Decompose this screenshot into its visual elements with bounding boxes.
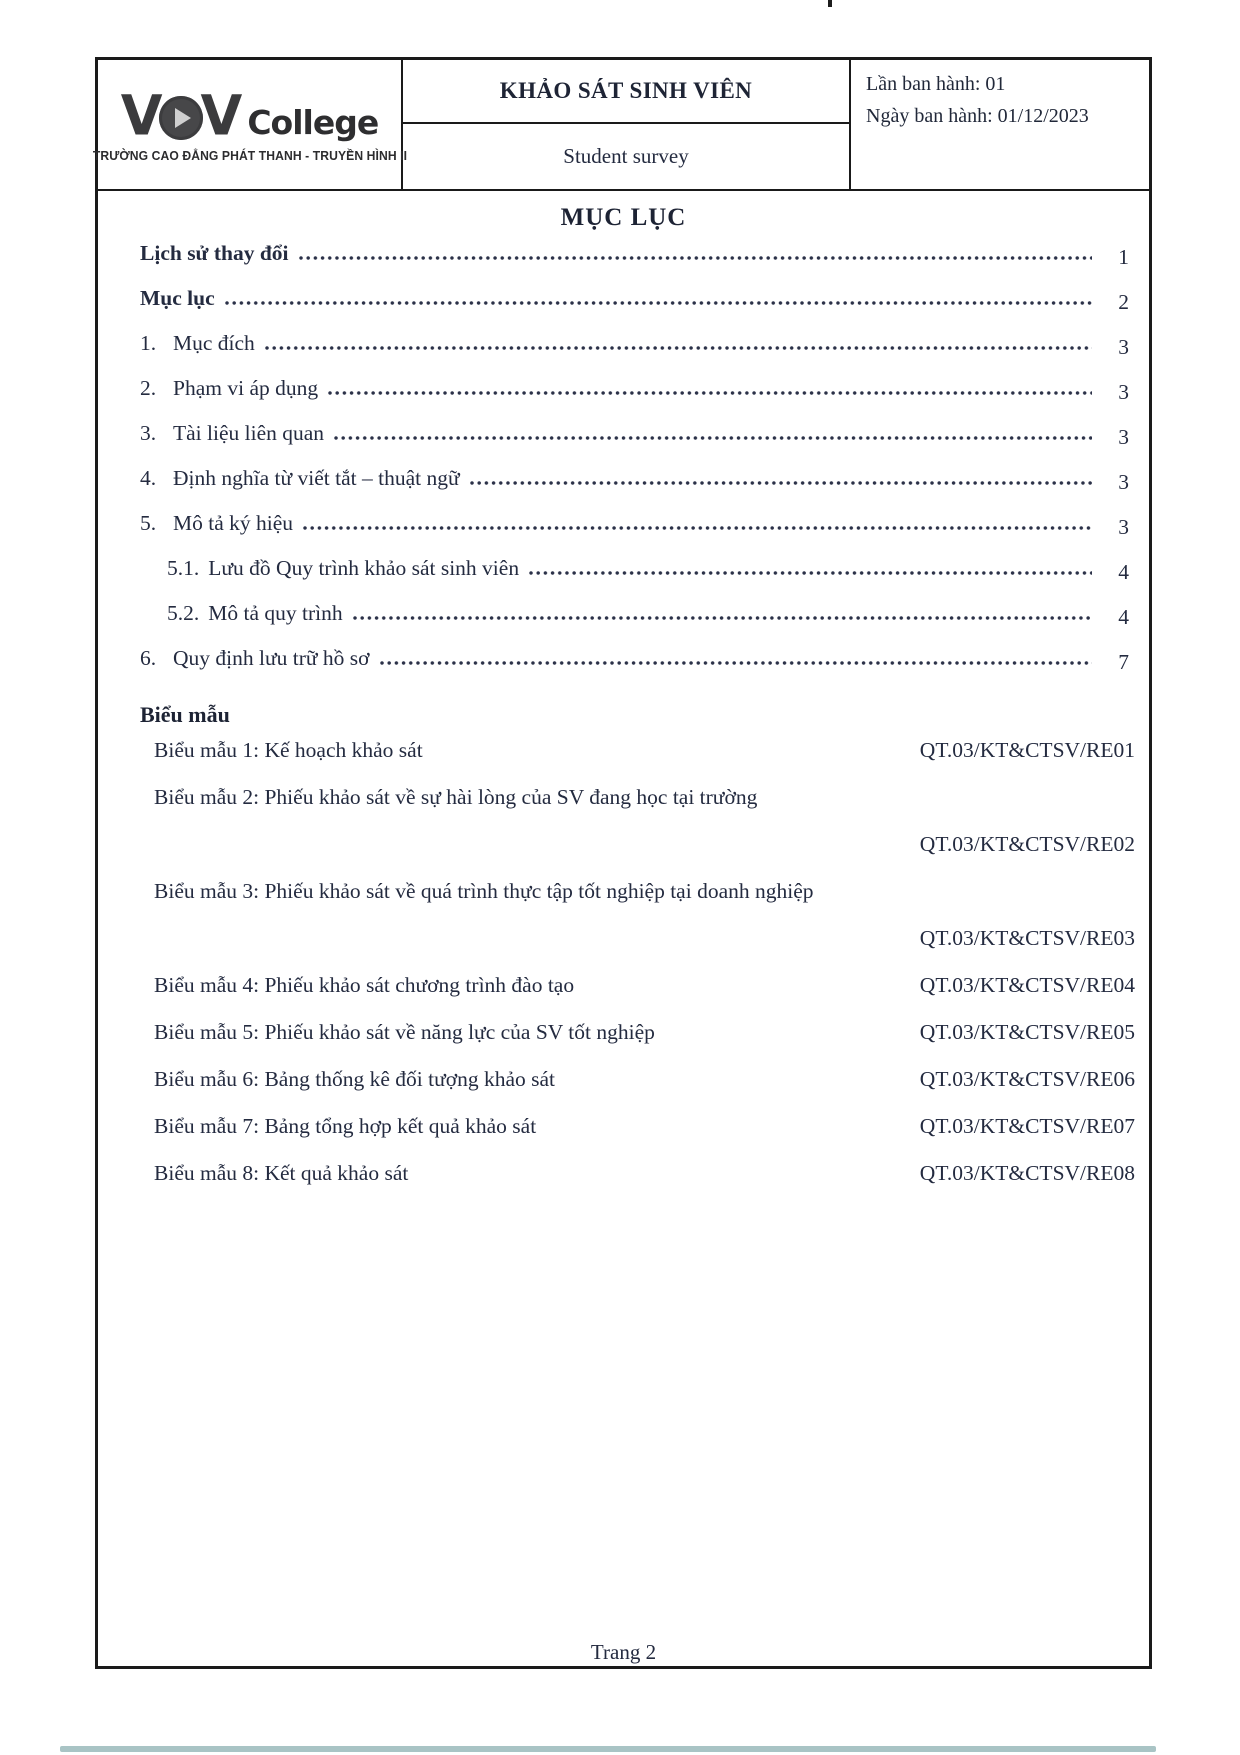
header-title-cell: [403, 60, 851, 189]
toc-entry-label: Mục lục: [140, 286, 215, 310]
dotted-leader: [334, 436, 1092, 440]
toc-entry-number: 1.: [140, 331, 157, 355]
toc-entry-page: 1: [1118, 245, 1129, 269]
dotted-leader: [328, 391, 1092, 395]
play-triangle-icon: [175, 108, 191, 128]
form-entry: [140, 879, 1135, 926]
toc-entry-page: 4: [1118, 560, 1129, 584]
toc-entry: [140, 511, 1129, 556]
form-entry-code: QT.03/KT&CTSV/RE03: [919, 926, 1135, 950]
dotted-leader: [225, 301, 1092, 305]
toc-entry: [140, 601, 1129, 646]
dotted-leader: [299, 256, 1092, 260]
form-entry: [140, 738, 1135, 785]
scan-artifact-top-tick: [828, 0, 832, 7]
form-entry-code: QT.03/KT&CTSV/RE02: [919, 832, 1135, 856]
form-entry-label: Biểu mẫu 4: Phiếu khảo sát chương trình đào tạo: [154, 973, 575, 997]
toc-entry: [140, 466, 1129, 511]
toc-entry-number: 2.: [140, 376, 157, 400]
toc-entry-number: 5.1.: [167, 556, 200, 580]
logo-wordmark: [120, 82, 379, 148]
toc-entry-label: Quy định lưu trữ hồ sơ: [173, 646, 370, 670]
toc-entry-number: 4.: [140, 466, 157, 490]
toc-entry-number: 3.: [140, 421, 157, 445]
form-entry-code-row: [140, 832, 1135, 879]
toc-entry-number: 5.2.: [167, 601, 200, 625]
toc-entry: [140, 376, 1129, 421]
toc-entry-page: 3: [1118, 335, 1129, 359]
form-entry: [140, 973, 1135, 1020]
dotted-leader: [380, 661, 1092, 665]
toc-entry-label: Tài liệu liên quan: [173, 421, 325, 445]
toc-entry: [140, 286, 1129, 331]
toc-entry-label: Mô tả ký hiệu: [173, 511, 294, 535]
dotted-leader: [470, 481, 1092, 485]
toc-entry: [140, 646, 1129, 691]
form-entry-code: QT.03/KT&CTSV/RE06: [919, 1067, 1135, 1091]
issue-number-line: Lần ban hành: 01: [866, 73, 1006, 95]
toc-entry-page: 7: [1118, 650, 1129, 674]
form-entry-label: Biểu mẫu 3: Phiếu khảo sát về quá trình thực tập tốt nghiệp tại doanh nghiệp: [154, 879, 814, 903]
scan-artifact-bottom-strip: [60, 1746, 1156, 1752]
toc-entry-number: 5.: [140, 511, 157, 535]
toc-list: [140, 241, 1129, 691]
issue-date-line: Ngày ban hành: 01/12/2023: [866, 105, 1089, 128]
form-entry-label: Biểu mẫu 7: Bảng tổng hợp kết quả khảo sát: [154, 1114, 537, 1138]
toc-entry: [140, 421, 1129, 466]
form-entry: [140, 1161, 1135, 1208]
toc-entry-page: 2: [1118, 290, 1129, 314]
toc-entry-label: Định nghĩa từ viết tắt – thuật ngữ: [173, 466, 460, 490]
form-entry-label: Biểu mẫu 2: Phiếu khảo sát về sự hài lòng của SV đang học tại trường: [154, 785, 758, 809]
toc-entry-number: 6.: [140, 646, 157, 670]
toc-entry-label: Phạm vi áp dụng: [173, 376, 319, 400]
toc-entry-page: 3: [1118, 380, 1129, 404]
toc-entry-label: Mục đích: [173, 331, 255, 355]
form-entry-label: Biểu mẫu 8: Kết quả khảo sát: [154, 1161, 409, 1185]
page-number-footer: Trang 2: [590, 1640, 657, 1664]
toc-entry-page: 3: [1118, 425, 1129, 449]
document-title-en: Student survey: [563, 144, 689, 168]
form-entry-code: QT.03/KT&CTSV/RE04: [919, 973, 1135, 997]
header-issue-cell: [851, 60, 1149, 189]
form-entry-code: QT.03/KT&CTSV/RE08: [919, 1161, 1135, 1185]
forms-heading: Biểu mẫu: [140, 702, 230, 727]
form-entry-label: Biểu mẫu 1: Kế hoạch khảo sát: [154, 738, 423, 762]
form-entry-label: Biểu mẫu 6: Bảng thống kê đối tượng khảo sát: [154, 1067, 556, 1091]
dotted-leader: [353, 616, 1092, 620]
form-entry-code: QT.03/KT&CTSV/RE05: [919, 1020, 1135, 1044]
logo-tagline: TRƯỜNG CAO ĐẲNG PHÁT THANH - TRUYỀN HÌNH II: [92, 148, 407, 163]
form-entry: [140, 1067, 1135, 1114]
toc-entry-label: Lưu đồ Quy trình khảo sát sinh viên: [208, 556, 520, 580]
toc-entry-page: 3: [1118, 515, 1129, 539]
toc-entry-page: 3: [1118, 470, 1129, 494]
form-entry-code: QT.03/KT&CTSV/RE01: [919, 738, 1135, 762]
logo-letter-v2: V: [200, 82, 239, 148]
form-entry-label: Biểu mẫu 5: Phiếu khảo sát về năng lực của SV tốt nghiệp: [154, 1020, 655, 1044]
dotted-leader: [303, 526, 1092, 530]
logo-circle: [159, 96, 203, 140]
toc-entry: [140, 331, 1129, 376]
forms-list: [140, 738, 1135, 1208]
dotted-leader: [265, 346, 1092, 350]
toc-entry-page: 4: [1118, 605, 1129, 629]
form-entry: [140, 1020, 1135, 1067]
toc-entry-label: Lịch sử thay đổi: [140, 241, 289, 265]
document-frame: [92, 57, 1152, 1669]
form-entry-code: QT.03/KT&CTSV/RE07: [919, 1114, 1135, 1138]
document-header: [92, 60, 1149, 191]
forms-section: [140, 692, 1135, 1208]
toc-entry: [140, 241, 1129, 286]
toc-heading: MỤC LỤC: [560, 204, 687, 231]
header-logo-cell: [92, 60, 407, 189]
form-entry: [140, 1114, 1135, 1161]
form-entry-code-row: [140, 926, 1135, 973]
toc-entry: [140, 556, 1129, 601]
form-entry: [140, 785, 1135, 832]
toc-entry-label: Mô tả quy trình: [208, 601, 343, 625]
vov-college-logo: [88, 82, 412, 163]
document-title-vi: KHẢO SÁT SINH VIÊN: [403, 60, 849, 124]
dotted-leader: [529, 571, 1092, 575]
logo-letter-v1: V: [120, 82, 159, 148]
logo-college-text: College: [247, 102, 379, 142]
